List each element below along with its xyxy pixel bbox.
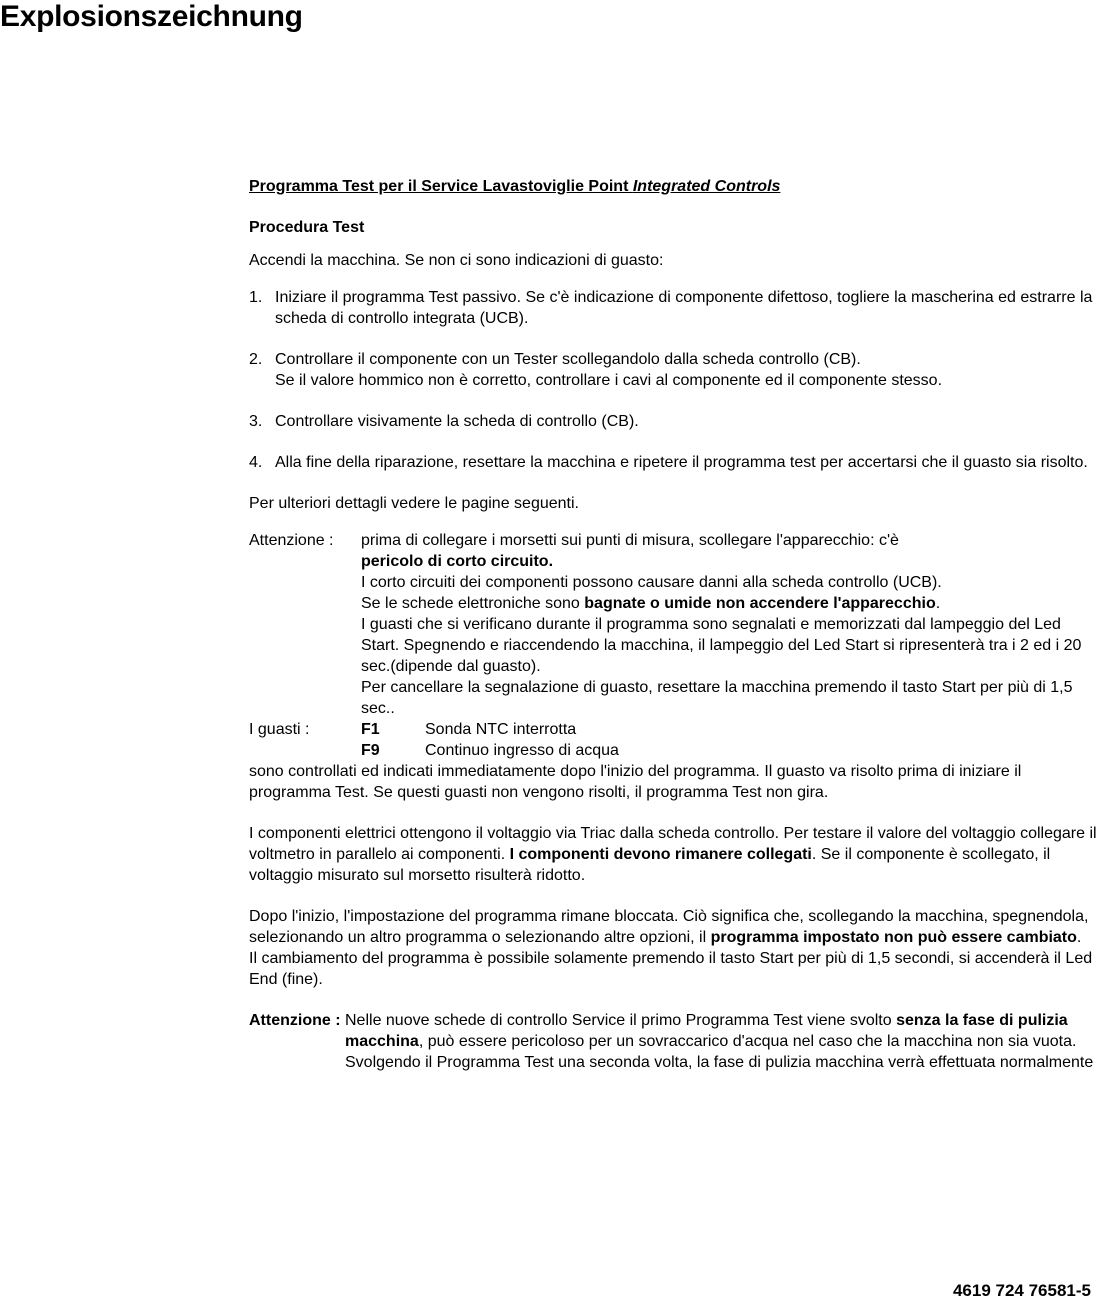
fault-desc: Continuo ingresso di acqua — [425, 742, 619, 759]
warning-line-3-a: Se le schede elettroniche sono — [361, 595, 585, 612]
step-4 — [249, 452, 1101, 473]
fault-desc: Sonda NTC interrotta — [425, 721, 577, 738]
step-number: 2. — [249, 351, 263, 368]
lock-text-d: Il cambiamento del programma è possibile solamente premendo il tasto Start per più di 1,5 secondi, si accenderà il Led End (fine). — [249, 950, 1093, 988]
title-main: Programma Test per il Service Lavastoviglie Point — [249, 178, 633, 195]
warning-line-3-bold: bagnate o umide non accendere l'apparecchio — [584, 595, 936, 612]
fault-code: F1 — [361, 721, 380, 738]
warning-line-3-c: . — [935, 595, 941, 612]
lock-text-c: . — [1076, 929, 1082, 946]
triac-text-a: I componenti elettrici ottengono il voltaggio via Triac dalla scheda controllo. Per testare il valore del voltaggio collegare il voltmetro in parallelo ai componenti. — [249, 825, 1097, 863]
warning-line-2: I corto circuiti dei componenti possono causare danni alla scheda controllo (UCB). — [361, 574, 942, 591]
fault-row-f9 — [361, 740, 619, 761]
triac-text-bold: I componenti devono rimanere collegati — [509, 846, 812, 863]
procedure-steps — [249, 287, 1101, 473]
warning2-text-a: Nelle nuove schede di controllo Service il primo Programma Test viene svolto — [345, 1012, 897, 1029]
document-body — [249, 176, 1101, 1073]
title-italic: Integrated Controls — [632, 178, 781, 195]
step-text-line1: Controllare il componente con un Tester scollegandolo dalla scheda controllo (CB). — [275, 351, 861, 368]
page-header-title: Explosionszeichnung — [0, 0, 303, 33]
step-2 — [249, 349, 1101, 391]
step-text: Alla fine della riparazione, resettare la macchina e ripetere il programma test per accertarsi che il guasto sia risolto. — [275, 454, 1088, 471]
warning-line-4: I guasti che si verificano durante il programma sono segnalati e memorizzati dal lampeggio del Led Start. Spegnendo e riaccendendo la macchina, il lampeggio del Led Start si ripresenterà tra i 2 ed i 20 sec.(dipende dal guasto). — [361, 616, 1082, 675]
step-number: 4. — [249, 454, 263, 471]
warning-line-1-bold: pericolo di corto circuito. — [361, 553, 554, 570]
warning-line-3 — [361, 593, 1101, 614]
step-number: 3. — [249, 413, 263, 430]
faults-label: I guasti : — [249, 721, 310, 738]
lock-text-a: Dopo l'inizio, l'impostazione del programma rimane bloccata. Ciò significa che, scollegando la macchina, spegnendola, selezionando un altro programma o selezionando altre opzioni, il — [249, 908, 1089, 946]
fault-code: F9 — [361, 742, 380, 759]
fault-row-f1 — [361, 719, 619, 740]
triac-paragraph — [249, 823, 1101, 886]
lock-paragraph — [249, 906, 1101, 990]
faults-after-text: sono controllati ed indicati immediatamente dopo l'inizio del programma. Il guasto va risolto prima di iniziare il programma Test. Se questi guasti non vengono risolti, il programma Test non gira. — [249, 763, 1022, 801]
warning2-block — [249, 1010, 1101, 1073]
warning-line-5: Per cancellare la segnalazione di guasto, resettare la macchina premendo il tasto Start per più di 1,5 sec.. — [361, 679, 1073, 717]
triac-text-c: . Se il componente è scollegato, il voltaggio misurato sul morsetto risulterà ridotto. — [249, 846, 1051, 884]
step-text: Controllare visivamente la scheda di controllo (CB). — [275, 413, 639, 430]
section-subtitle: Procedura Test — [249, 219, 365, 236]
warning2-text-bold: senza la fase di pulizia macchina — [345, 1012, 1068, 1050]
step-number: 1. — [249, 289, 263, 306]
step-3 — [249, 411, 1101, 432]
faults-block — [249, 719, 1101, 761]
document-code: 4619 724 76581-5 — [952, 1281, 1091, 1300]
step-1 — [249, 287, 1101, 329]
warning2-text-c: , può essere pericoloso per un sovraccarico d'acqua nel caso che la macchina non sia vuota. Svolgendo il Programma Test una seconda volta, la fase di pulizia macchina verrà effettuata normalmente — [345, 1033, 1094, 1071]
warning-label: Attenzione : — [249, 532, 334, 549]
warning-block — [249, 530, 1101, 719]
step-text: Iniziare il programma Test passivo. Se c'è indicazione di componente difettoso, togliere la mascherina ed estrarre la scheda di controllo integrata (UCB). — [275, 289, 1093, 327]
step-text-line2: Se il valore hommico non è corretto, controllare i cavi al componente ed il componente stesso. — [275, 372, 943, 389]
intro-text: Accendi la macchina. Se non ci sono indicazioni di guasto: — [249, 252, 664, 269]
document-title — [249, 176, 1101, 197]
lock-text-bold: programma impostato non può essere cambiato — [710, 929, 1077, 946]
warning2-label: Attenzione : — [249, 1012, 341, 1029]
more-details-text: Per ulteriori dettagli vedere le pagine seguenti. — [249, 495, 579, 512]
warning-line-1: prima di collegare i morsetti sui punti di misura, scollegare l'apparecchio: c'è — [361, 532, 899, 549]
